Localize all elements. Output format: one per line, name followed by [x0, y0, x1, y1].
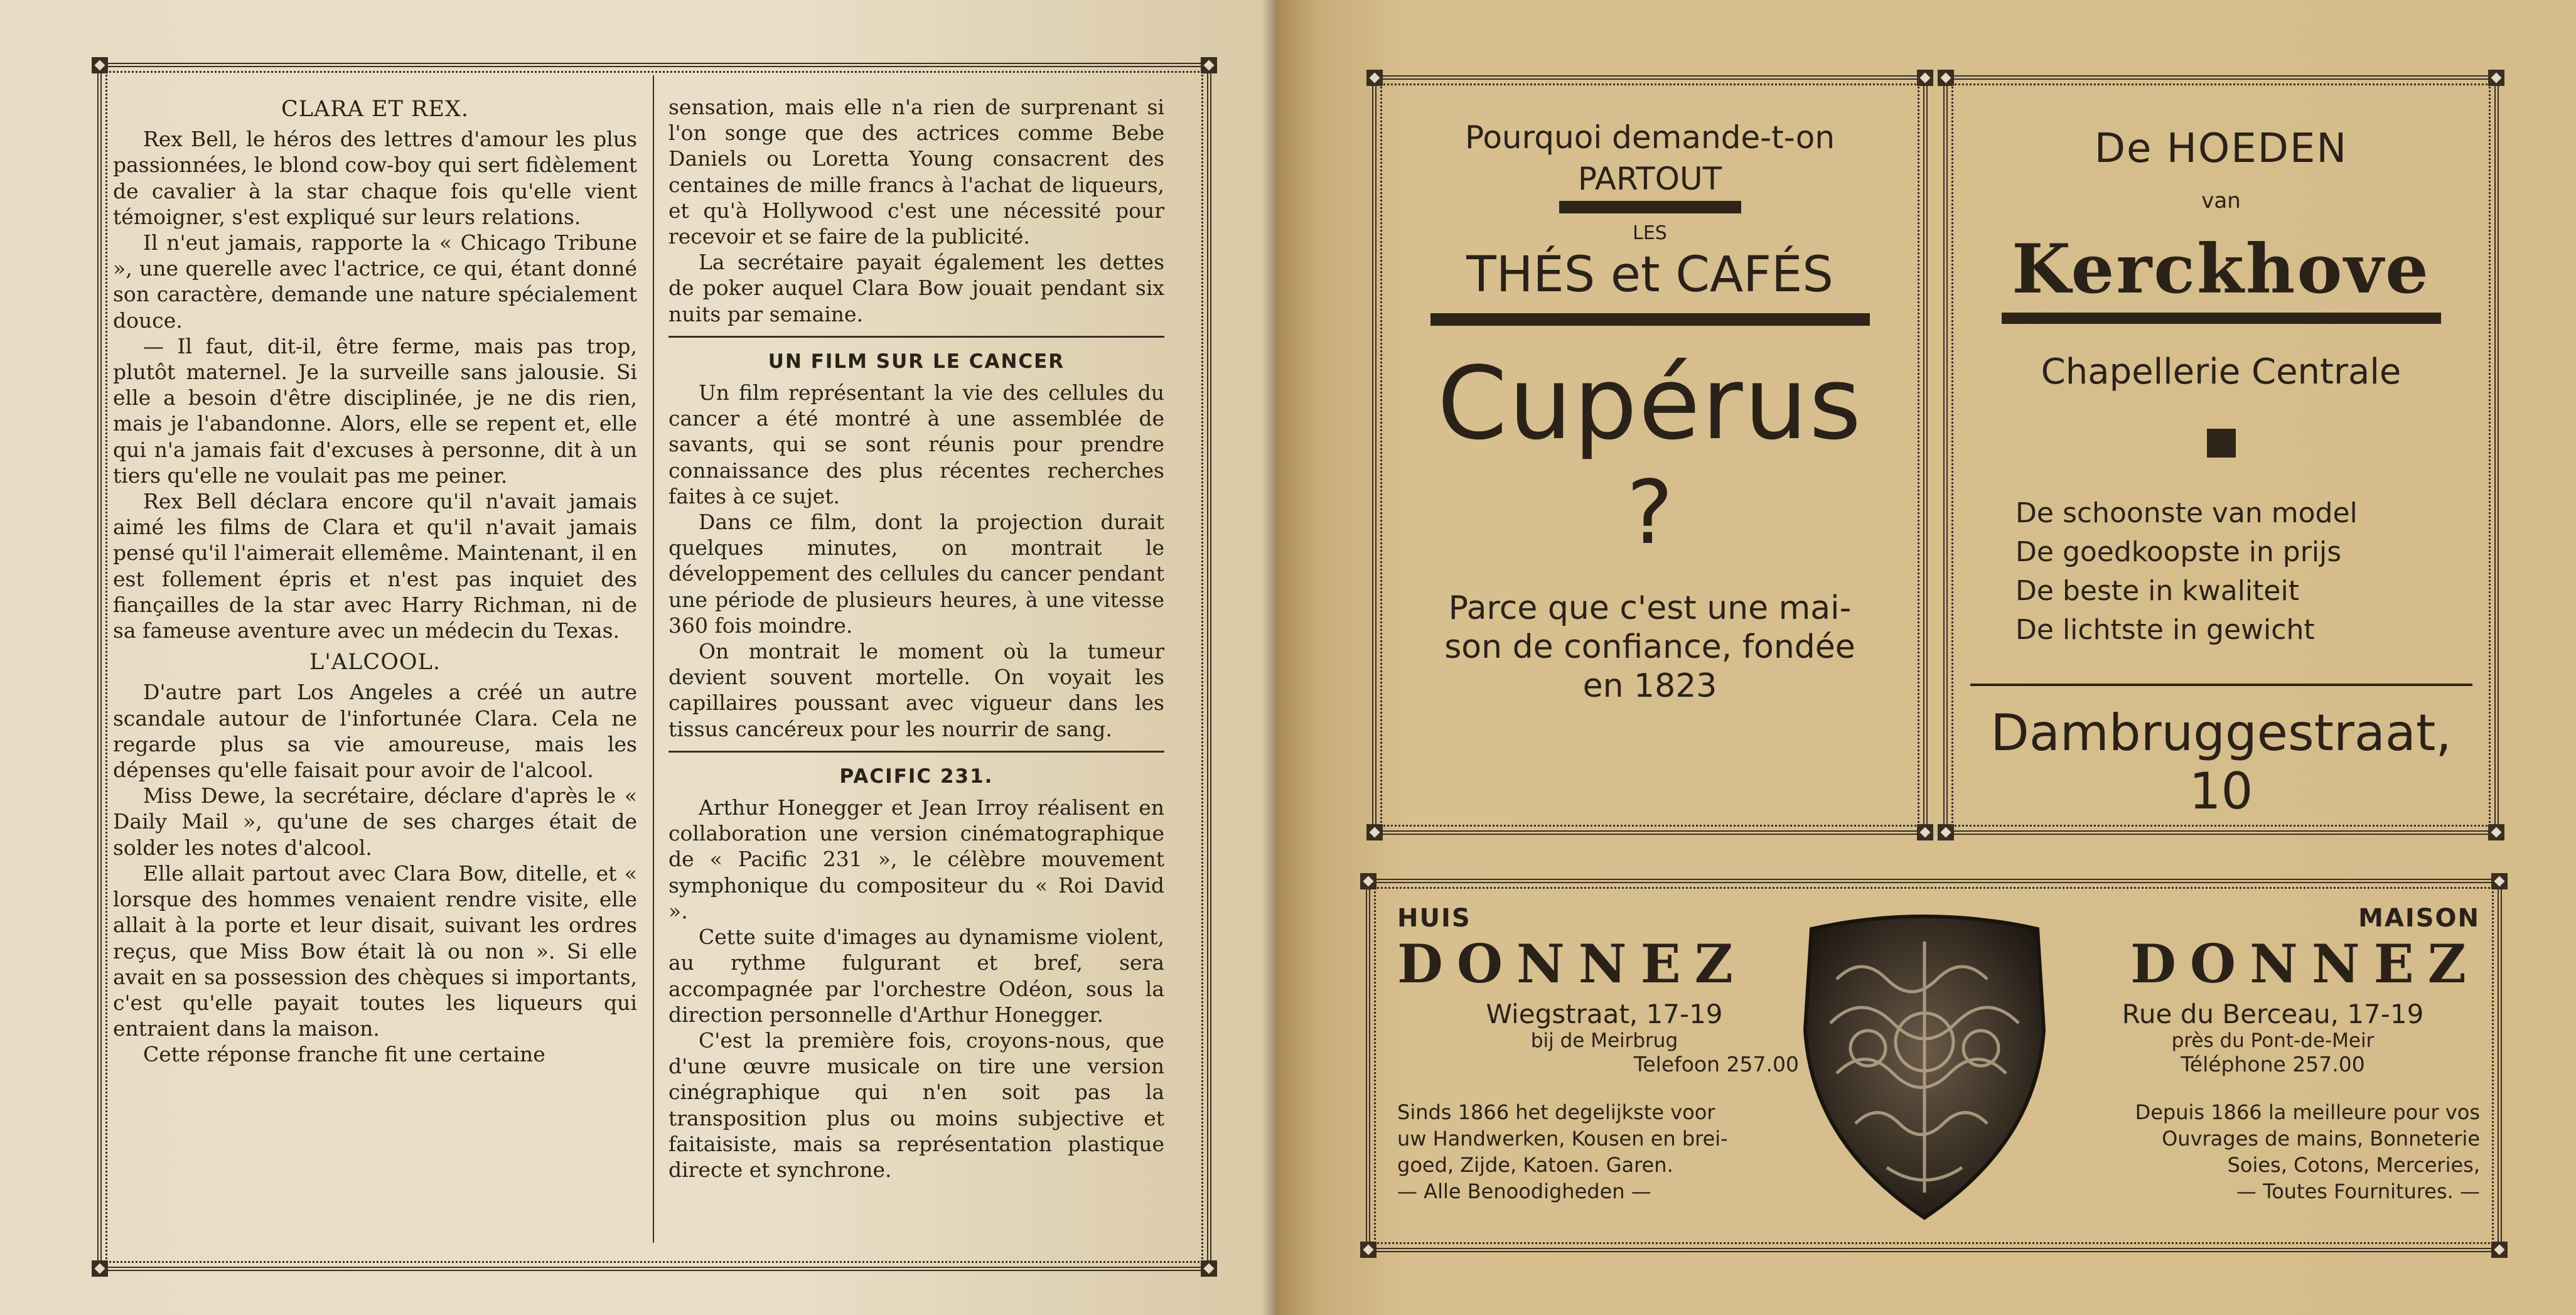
section-heading: UN FILM SUR LE CANCER	[768, 350, 1065, 373]
article-column-left	[113, 94, 637, 1068]
ad-donnez-right	[2066, 904, 2480, 1205]
corner-ornament	[1917, 824, 1933, 840]
ad-list	[2015, 494, 2486, 650]
ad-line: Pourquoi demande-t-on	[1464, 119, 1835, 156]
ad-line: son de confiance, fondée	[1444, 628, 1855, 666]
corner-ornament	[1366, 70, 1383, 86]
ad-line: Parce que c'est une mai-	[1448, 589, 1852, 627]
ad-line: LES	[1633, 222, 1667, 244]
corner-ornament	[2491, 1242, 2508, 1258]
ad-text-line: Sinds 1866 het degelijkste voor	[1397, 1100, 1715, 1124]
ad-rule	[1970, 684, 2472, 686]
ad-text-line: Depuis 1866 la meilleure pour vos	[2135, 1100, 2480, 1124]
ad-question-mark: ?	[1626, 462, 1673, 564]
ad-cuperus	[1385, 88, 1915, 822]
ad-label: MAISON	[2358, 904, 2480, 933]
paragraph: On montrait le moment où la tumeur devient souvent mortelle. On voyait les capillaires poussant avec vigueur dans les tissus cancéreux pour les nourrir de sang.	[668, 639, 1164, 741]
ad-list-item: De goedkoopste in prijs	[2015, 536, 2342, 568]
ad-street: Rue du Berceau, 17-19	[2122, 999, 2424, 1029]
corner-ornament	[2488, 824, 2504, 840]
paragraph: Rex Bell, le héros des lettres d'amour les plus passionnées, le blond cow-boy qui sert fidèlement de cavalier à la star chaque fois qu'elle vient témoigner, s'est expliqué sur leurs relations.	[113, 127, 637, 229]
section-rule	[668, 751, 1164, 753]
corner-ornament	[1917, 70, 1933, 86]
ad-list-item: De beste in kwaliteit	[2015, 575, 2299, 607]
ad-bar	[1559, 201, 1741, 213]
paragraph: Il n'eut jamais, rapporte la « Chicago Tribune », une querelle avec l'actrice, ce qui, étant donné son caractère, demande une nature spécialement douce.	[113, 230, 637, 333]
article-column-right	[668, 94, 1164, 1183]
ad-label: HUIS	[1397, 904, 1471, 933]
ad-headline: THÉS et CAFÉS	[1466, 247, 1833, 303]
section-heading: PACIFIC 231.	[839, 765, 994, 788]
corner-ornament	[92, 57, 108, 73]
ad-text	[2066, 1099, 2480, 1205]
paragraph: Cette suite d'images au dynamisme violent, au rythme fulgurant et bref, sera accompagnée par l'orchestre Odéon, sous la direction personnelle d'Arthur Honegger.	[668, 925, 1164, 1027]
section-heading: L'ALCOOL.	[309, 650, 441, 675]
ornament-basket-illustration	[1793, 904, 2056, 1230]
ad-text-line: — Alle Benoodigheden —	[1397, 1179, 1651, 1203]
paragraph: La secrétaire payait également les dettes de poker auquel Clara Bow jouait pendant six nuits par semaine.	[668, 250, 1164, 326]
ad-donnez-left	[1397, 904, 1811, 1205]
ad-phone: Telefoon 257.00	[1633, 1052, 1799, 1076]
ad-brand: DONNEZ	[1397, 933, 1747, 995]
ad-text	[1397, 1099, 1811, 1205]
ad-text-line: — Toutes Fournitures. —	[2236, 1179, 2480, 1203]
paragraph: Miss Dewe, la secrétaire, déclare d'après le « Daily Mail », qu'une de ses charges était de solder les notes d'alcool.	[113, 783, 637, 860]
section-rule	[668, 336, 1164, 338]
paragraph: Arthur Honegger et Jean Irroy réalisent en collaboration une version cinématographique de « Pacific 231 », le célèbre mouvement symphonique du compositeur du « Roi David ».	[668, 795, 1164, 923]
paragraph: sensation, mais elle n'a rien de surprenant si l'on songe que des actrices comme Bebe Daniels ou Loretta Young consacrent des centaines de mille francs à l'achat de liqueurs, et qu'à Hollywood c'est une nécessité pour recevoir et se faire de la publicité.	[668, 95, 1164, 249]
ad-list-item: De lichtste in gewicht	[2015, 614, 2315, 646]
paragraph: — Il faut, dit-il, être ferme, mais pas trop, plutôt maternel. Je la surveille sans jalousie. Si elle a besoin d'être disciplinée, je ne dis rien, mais je l'abandonne. Alors, elle se repent et, elle qui n'a jamais fait d'excuses à personne, dit à un tiers qu'elle ne voulait pas me peiner.	[113, 333, 637, 488]
column-divider	[653, 75, 654, 1243]
ad-line: PARTOUT	[1577, 161, 1722, 197]
ad-text-line: uw Handwerken, Kousen en brei-	[1397, 1127, 1728, 1151]
ad-list-item: De schoonste van model	[2015, 497, 2358, 529]
ad-kerckhove	[1956, 88, 2486, 822]
ad-address: Dambruggestraat, 10	[1990, 704, 2452, 820]
ad-text-line: goed, Zijde, Katoen. Garen.	[1397, 1153, 1673, 1177]
corner-ornament	[92, 1260, 108, 1277]
ad-near: près du Pont-de-Meir	[2171, 1029, 2375, 1052]
paragraph: Cette réponse franche fit une certaine	[143, 1042, 545, 1067]
corner-ornament	[1938, 70, 1954, 86]
ad-brand: Kerckhove	[2012, 230, 2430, 309]
ad-brand: DONNEZ	[2130, 933, 2480, 995]
ad-subtitle: Chapellerie Centrale	[2041, 352, 2402, 392]
ad-line: van	[2201, 188, 2241, 213]
paragraph: Rex Bell déclara encore qu'il n'avait jamais aimé les films de Clara et qu'il n'avait jamais pensé qu'il l'aimerait ellemême. Maintenant, il en est follement épris et n'est pas inquiet des fiançailles de la star avec Harry Richman, ni de sa fameuse aventure avec un médecin du Texas.	[113, 489, 637, 643]
ad-brand: Cupérus	[1437, 345, 1863, 462]
ad-line: De HOEDEN	[2094, 126, 2348, 172]
corner-ornament	[2491, 873, 2508, 889]
section-heading: CLARA ET REX.	[281, 97, 469, 122]
left-page	[0, 0, 1278, 1315]
corner-ornament	[1360, 873, 1377, 889]
ad-phone: Téléphone 257.00	[2181, 1052, 2365, 1076]
corner-ornament	[1201, 1260, 1217, 1277]
paragraph: D'autre part Los Angeles a créé un autre scandale autour de l'infortunée Clara. Cela ne regarde plus sa vie amoureuse, mais les dépenses qu'elle faisait pour avoir de l'alcool.	[113, 680, 637, 783]
paragraph: Un film représentant la vie des cellules du cancer a été montré à une assemblée de savants, qui se sont réunis pour prendre connaissance des plus récentes recherches faites à ce sujet.	[668, 380, 1164, 508]
paragraph: Elle allait partout avec Clara Bow, ditelle, et « lorsque des hommes venaient rendre visite, elle allait à la porte et leur disait, suivant les ordres reçus, que Miss Bow était là ou non ». Si elle avait en sa possession des chèques si importants, c'est qu'elle payait toutes les liqueurs qui entraient dans la maison.	[113, 861, 637, 1041]
ad-square-ornament	[2207, 429, 2236, 458]
paragraph: Dans ce film, dont la projection durait quelques minutes, on montrait le développement des cellules du cancer pendant une période de plusieurs heures, à une vitesse 360 fois moindre.	[668, 510, 1164, 638]
ad-near: bij de Meirbrug	[1530, 1029, 1678, 1052]
ad-street: Wiegstraat, 17-19	[1486, 999, 1723, 1029]
right-page	[1278, 0, 2576, 1315]
corner-ornament	[1360, 1242, 1377, 1258]
corner-ornament	[1366, 824, 1383, 840]
ad-text-line: Ouvrages de mains, Bonneterie	[2162, 1127, 2480, 1151]
paragraph: C'est la première fois, croyons-nous, que d'une œuvre musicale on tire une version cinégraphique qui n'en soit pas la transposition plus ou moins subjective et faitaisiste, mais sa représentation plastique directe et synchrone.	[668, 1028, 1164, 1182]
ad-bar	[2002, 313, 2441, 324]
ad-text-line: Soies, Cotons, Merceries,	[2227, 1153, 2480, 1177]
corner-ornament	[2488, 70, 2504, 86]
ad-line: en 1823	[1582, 667, 1717, 705]
ad-bar	[1430, 313, 1870, 326]
corner-ornament	[1201, 57, 1217, 73]
corner-ornament	[1938, 824, 1954, 840]
